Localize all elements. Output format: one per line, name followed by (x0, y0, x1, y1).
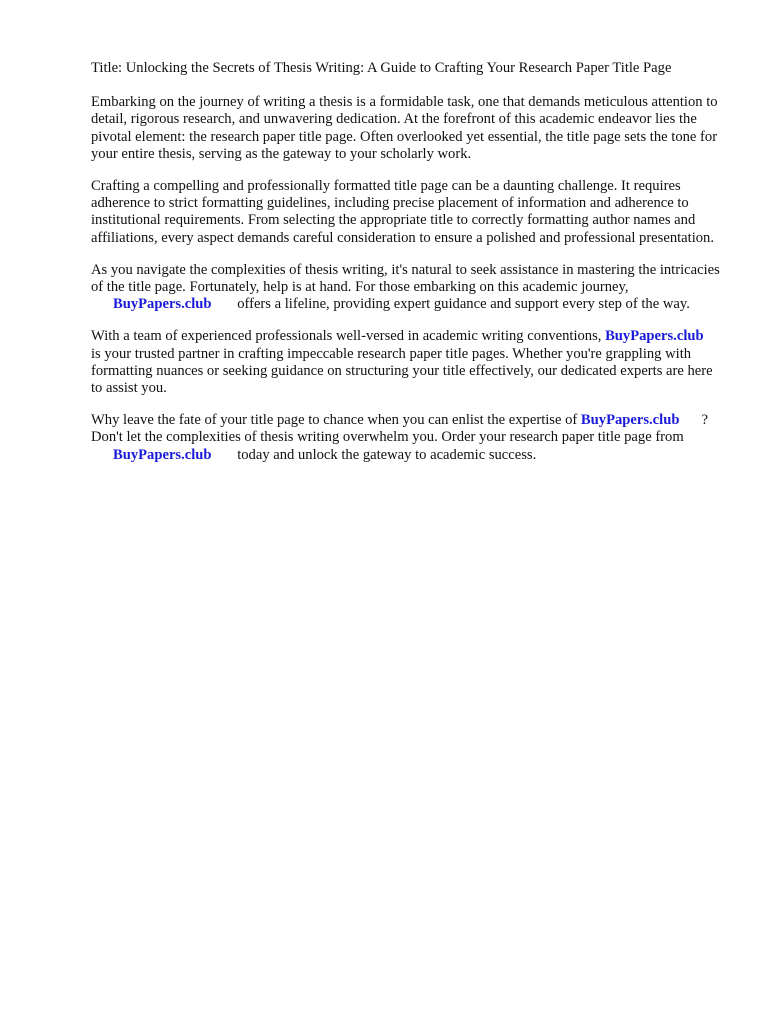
buypapers-link[interactable]: BuyPapers.club (605, 328, 704, 345)
paragraph-3-text-after: offers a lifeline, providing expert guidance and support every step of the way. (237, 296, 690, 313)
paragraph-4-text-before: With a team of experienced professionals well-versed in academic writing conventions, (91, 328, 602, 345)
buypapers-link[interactable]: BuyPapers.club (113, 446, 212, 463)
paragraph-3-text-before: As you navigate the complexities of thesis writing, it's natural to seek assistance in mastering the intricacies of the title page. Fortunately, help is at hand. For those embarking on this academic journey, (91, 261, 720, 296)
buypapers-link[interactable]: BuyPapers.club (113, 296, 212, 313)
paragraph-5-text-middle: ? Don't let the complexities of thesis writing overwhelm you. Order your research paper title page from (91, 412, 708, 446)
document-page (91, 60, 727, 479)
buypapers-link[interactable]: BuyPapers.club (580, 412, 680, 429)
paragraph-2: Crafting a compelling and professionally formatted title page can be a daunting challenge. It requires adherence to strict formatting guidelines, including precise placement of information and adherence to institutional requirements. From selecting the appropriate title to correctly formatting author names and affiliations, every aspect demands careful consideration to ensure a polished and professional presentation. (91, 178, 714, 246)
paragraph-5-text-after: today and unlock the gateway to academic success. (237, 446, 537, 463)
paragraph-4 (91, 328, 727, 397)
paragraph-3 (91, 262, 727, 314)
paragraph-5 (91, 412, 727, 464)
paragraph-1: Embarking on the journey of writing a thesis is a formidable task, one that demands meticulous attention to detail, rigorous research, and unwavering dedication. At the forefront of this academic endeavor lies the pivotal element: the research paper title page. Often overlooked yet essential, the title page sets the tone for your entire thesis, serving as the gateway to your scholarly work. (91, 94, 718, 162)
document-title: Title: Unlocking the Secrets of Thesis Writing: A Guide to Crafting Your Research Paper Title Page (91, 60, 672, 76)
paragraph-5-text-before: Why leave the fate of your title page to chance when you can enlist the expertise of (91, 412, 578, 429)
paragraph-4-text-after: is your trusted partner in crafting impeccable research paper title pages. Whether you're grappling with formatting nuances or seeking guidance on structuring your title effectively, our dedicated experts are here to assist you. (91, 345, 713, 397)
